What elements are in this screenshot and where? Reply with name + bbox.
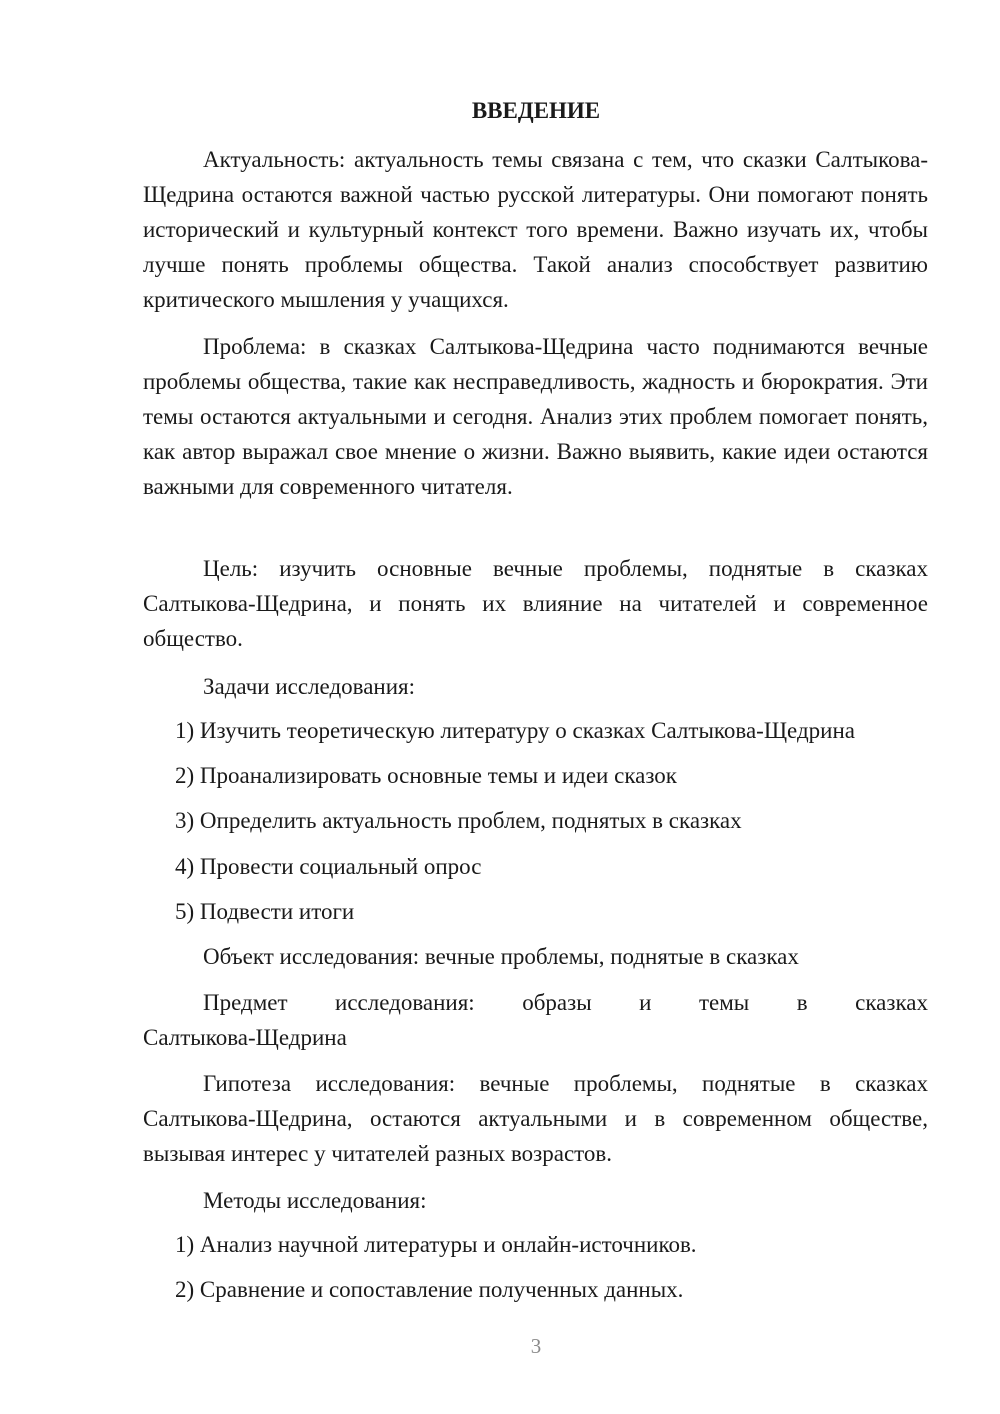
method-item: 1) Анализ научной литературы и онлайн-источников. [175, 1232, 697, 1257]
method-item: 2) Сравнение и сопоставление полученных данных. [175, 1277, 684, 1302]
relevance-paragraph: Актуальность: актуальность темы связана с тем, что сказки Салтыкова-Щедрина остаются важной частью русской литературы. Они помогают понять исторический и культурный контекст того времени. Важно изучать их, чтобы лучше понять проблемы общества. Такой анализ способствует развитию критического мышления у учащихся. [143, 147, 928, 312]
page-number: 3 [530, 1334, 542, 1358]
task-item: 2) Проанализировать основные темы и идеи сказок [175, 763, 677, 788]
task-item: 1) Изучить теоретическую литературу о сказках Салтыкова-Щедрина [175, 718, 855, 743]
task-item: 3) Определить актуальность проблем, поднятых в сказках [175, 808, 742, 833]
problem-paragraph: Проблема: в сказках Салтыкова-Щедрина часто поднимаются вечные проблемы общества, такие как несправедливость, жадность и бюрократия. Эти темы остаются актуальными и сегодня. Анализ этих проблем помогает понять, как автор выражал свое мнение о жизни. Важно выявить, какие идеи остаются важными для современного читателя. [143, 334, 928, 499]
subject-paragraph: Предмет исследования: образы и темы в сказках Салтыкова-Щедрина [143, 990, 928, 1050]
methods-title: Методы исследования: [203, 1188, 427, 1213]
tasks-title: Задачи исследования: [203, 674, 416, 699]
object-line: Объект исследования: вечные проблемы, поднятые в сказках [203, 944, 799, 969]
goal-paragraph: Цель: изучить основные вечные проблемы, поднятые в сказках Салтыкова-Щедрина, и понять их влияние на читателей и современное общество. [143, 556, 928, 651]
hypothesis-paragraph: Гипотеза исследования: вечные проблемы, поднятые в сказках Салтыкова-Щедрина, остаются актуальными и в современном обществе, вызывая интерес у читателей разных возрастов. [143, 1071, 928, 1166]
section-heading: ВВЕДЕНИЕ [471, 98, 601, 123]
task-item: 5) Подвести итоги [175, 899, 355, 924]
task-item: 4) Провести социальный опрос [175, 854, 482, 879]
